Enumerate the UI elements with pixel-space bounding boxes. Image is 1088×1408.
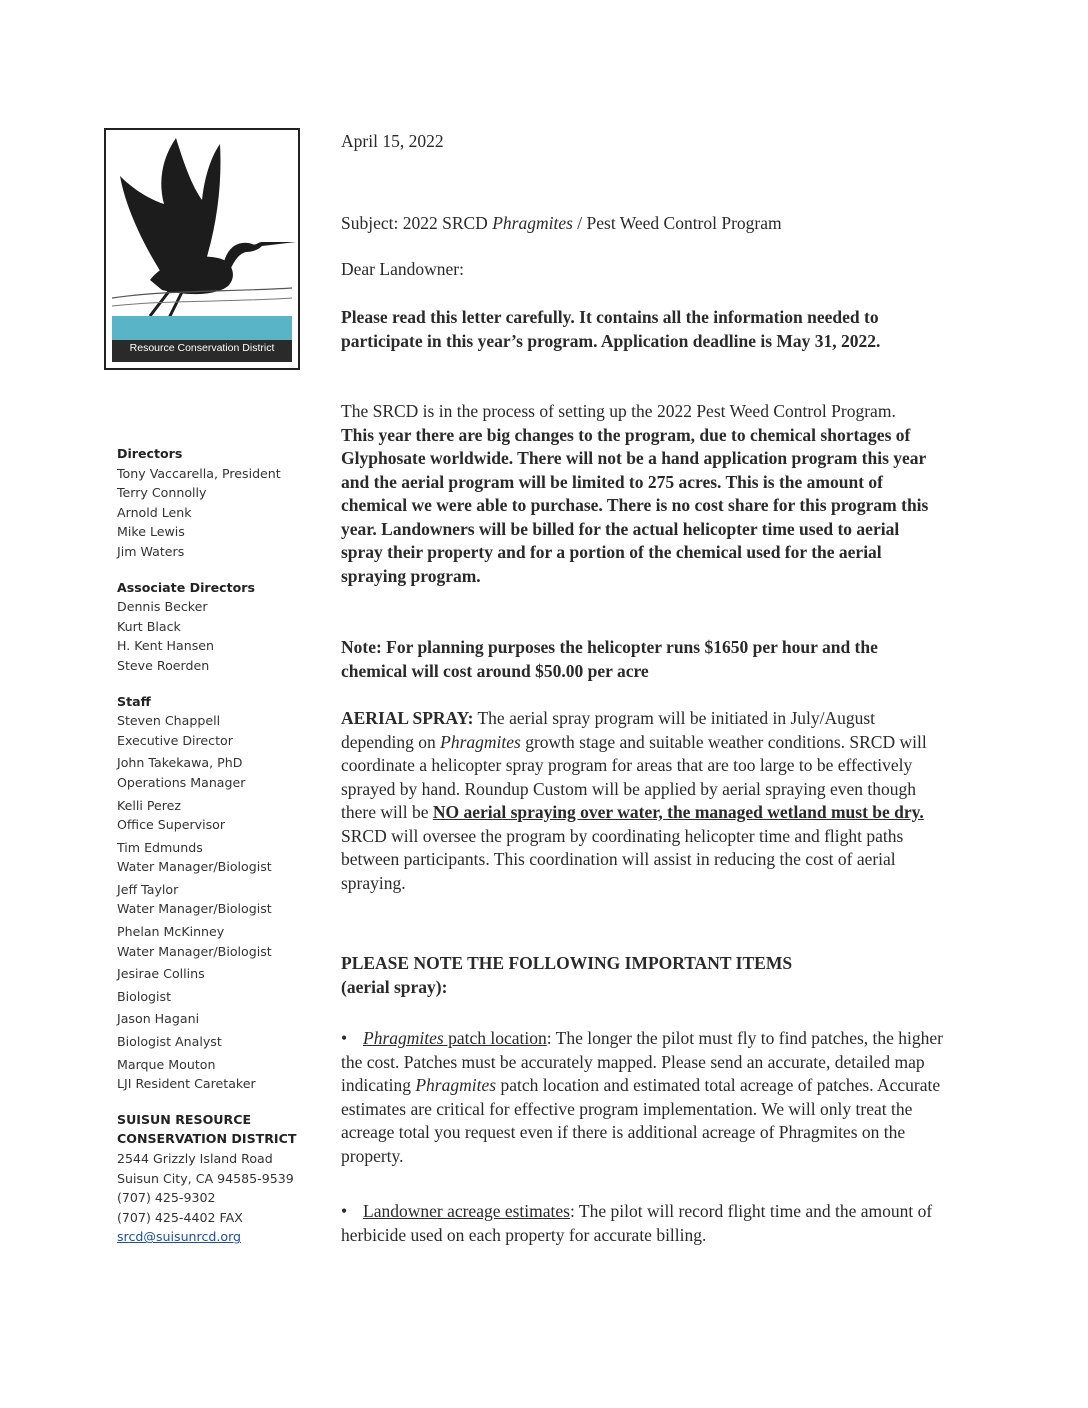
- subject-prefix: Subject: 2022 SRCD: [341, 213, 493, 233]
- staff-name: Marque Mouton: [117, 1056, 216, 1072]
- associate-director-name: Kurt Black: [117, 618, 181, 634]
- important-items-heading-line2: (aerial spray):: [341, 976, 448, 997]
- staff-role: LJI Resident Caretaker: [117, 1076, 256, 1092]
- staff-name: Jason Hagani: [117, 1011, 200, 1027]
- aerial-spray-paragraph: [341, 707, 945, 895]
- directors-section: [117, 444, 317, 562]
- staff-name: Kelli Perez: [117, 797, 182, 813]
- aerial-warning: NO aerial spraying over water, the managed wetland must be dry.: [432, 802, 924, 822]
- important-items-heading: [341, 952, 951, 999]
- phone-number: (707) 425-9302: [117, 1190, 216, 1206]
- staff-name: Jesirae Collins: [117, 966, 205, 982]
- address-line2: Suisun City, CA 94585-9539: [117, 1170, 294, 1186]
- director-name: Mike Lewis: [117, 524, 185, 540]
- staff-role: Executive Director: [117, 732, 233, 748]
- staff-name: John Takekawa, PhD: [117, 755, 243, 771]
- intro-paragraph: [341, 400, 931, 588]
- subject-italic: Phragmites: [492, 213, 573, 233]
- item-acreage-estimates: [341, 1200, 949, 1247]
- aerial-text-1: The aerial spray program will be initiated in July/August depending on: [341, 708, 876, 752]
- item1-text: : The longer the pilot must fly to find patches, the higher the cost. Patches must be accurately mapped. Please send an accurate, detailed map indicating: [341, 1028, 943, 1095]
- associate-director-name: Dennis Becker: [117, 599, 208, 615]
- aerial-text-2: growth stage and suitable weather conditions. SRCD will coordinate a helicopter spray program for areas that are too large to be effectively sprayed by hand. Roundup Custom will be applied by aerial spraying even though there will be: [341, 731, 927, 822]
- staff-title: Staff: [117, 693, 151, 709]
- staff-name: Phelan McKinney: [117, 924, 225, 940]
- staff-name: Steven Chappell: [117, 713, 221, 729]
- intro-bold: This year there are big changes to the program, due to chemical shortages of Glyphosate worldwide. There will not be a hand application program this year and the aerial program will be limited to 275 acres. This is the amount of chemical we were able to purchase. There is no cost share for this program this year. Landowners will be billed for the actual helicopter time used to aerial spray their property and for a portion of the chemical used for the aerial spraying program.: [341, 424, 929, 586]
- srcd-logo: [104, 128, 300, 370]
- letter-salutation: Dear Landowner:: [341, 259, 464, 279]
- item2-underlined: Landowner acreage estimates: [363, 1201, 570, 1221]
- staff-role: Water Manager/Biologist: [117, 943, 272, 959]
- logo-caption: Resource Conservation District: [129, 342, 275, 354]
- intro-lead: The SRCD is in the process of setting up the 2022 Pest Weed Control Program.: [341, 401, 896, 421]
- org-name-line2: CONSERVATION DISTRICT: [117, 1131, 297, 1147]
- fax-number: (707) 425-4402 FAX: [117, 1209, 243, 1225]
- director-name: Tony Vaccarella, President: [117, 465, 281, 481]
- associate-director-name: H. Kent Hansen: [117, 638, 215, 654]
- item1-italic: Phragmites: [363, 1028, 444, 1048]
- address-line1: 2544 Grizzly Island Road: [117, 1151, 273, 1166]
- important-items-heading-line1: PLEASE NOTE THE FOLLOWING IMPORTANT ITEMS: [341, 953, 793, 973]
- item2-text: : The pilot will record flight time and the amount of herbicide used on each property for accurate billing.: [341, 1201, 933, 1245]
- staff-role: Water Manager/Biologist: [117, 859, 272, 875]
- staff-name: Tim Edmunds: [117, 839, 203, 855]
- item1-underlined: patch location: [443, 1028, 547, 1048]
- item-patch-location: [341, 1027, 949, 1168]
- subject-suffix: / Pest Weed Control Program: [572, 213, 782, 233]
- notice-paragraph: Please read this letter carefully. It contains all the information needed to participate in this year’s program. Application deadline is May 31, 2022.: [341, 307, 881, 351]
- staff-role: Biologist: [117, 988, 172, 1004]
- org-name-line1: SUISUN RESOURCE: [117, 1111, 252, 1127]
- aerial-italic: Phragmites: [440, 731, 521, 752]
- staff-role: Office Supervisor: [117, 817, 226, 833]
- item1-italic-2: Phragmites: [415, 1075, 497, 1095]
- director-name: Terry Connolly: [117, 485, 207, 501]
- aerial-spray-heading: AERIAL SPRAY:: [341, 708, 474, 728]
- sidebar-directory: [117, 444, 317, 1263]
- associate-directors-section: [117, 578, 317, 676]
- staff-name: Jeff Taylor: [117, 881, 179, 897]
- email-link[interactable]: srcd@suisunrcd.org: [117, 1229, 242, 1245]
- note-paragraph: Note: For planning purposes the helicopter runs $1650 per hour and the chemical will cost around $50.00 per acre: [341, 637, 878, 681]
- director-name: Arnold Lenk: [117, 504, 192, 520]
- staff-section: [117, 692, 317, 1094]
- staff-role: Biologist Analyst: [117, 1034, 222, 1050]
- aerial-text-3: SRCD will oversee the program by coordinating helicopter time and flight paths between participants. This coordination will assist in reducing the cost of aerial spraying.: [341, 825, 904, 893]
- associate-director-name: Steve Roerden: [117, 657, 210, 673]
- letter-date: April 15, 2022: [341, 131, 444, 151]
- bullet-icon: [341, 1200, 363, 1224]
- item1-text-2: patch location and estimated total acreage of patches. Accurate estimates are critical for effective program implementation. We will only treat the acreage total you request even if there is additional acreage of Phragmites on the property.: [341, 1075, 941, 1166]
- director-name: Jim Waters: [117, 543, 185, 559]
- staff-role: Water Manager/Biologist: [117, 901, 272, 917]
- associate-directors-title: Associate Directors: [117, 579, 255, 595]
- bullet-icon: [341, 1027, 363, 1051]
- directors-title: Directors: [117, 446, 183, 461]
- letter-subject: [341, 212, 951, 236]
- contact-section: [117, 1110, 317, 1247]
- staff-role: Operations Manager: [117, 774, 246, 790]
